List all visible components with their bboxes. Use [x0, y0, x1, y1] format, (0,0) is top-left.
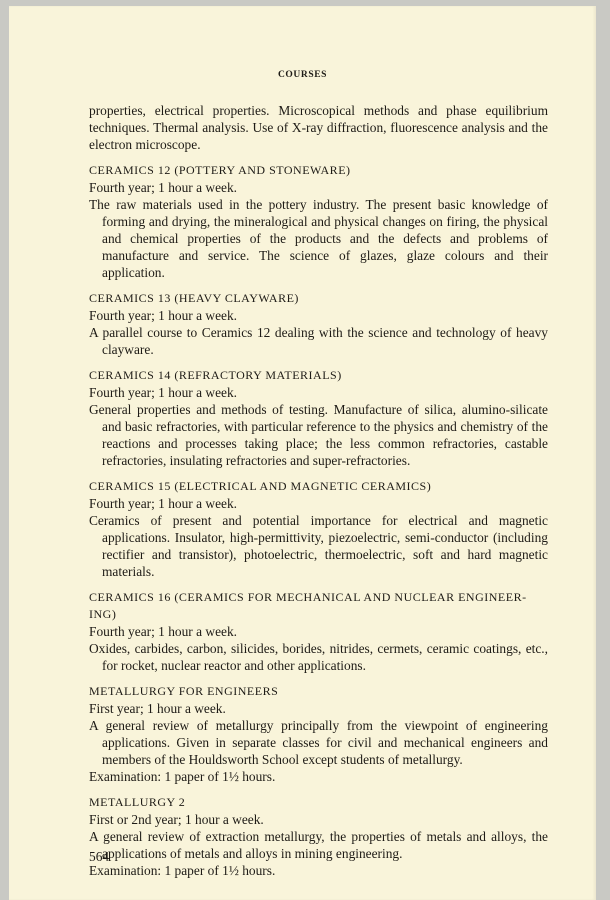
course-entry-metallurgy-for-engineers	[89, 683, 548, 785]
course-description: A general review of extraction metallurgy, the properties of metals and alloys, the applications of metals and alloys in mining engineering.	[89, 829, 548, 861]
course-heading: CERAMICS 13 (HEAVY CLAYWARE)	[89, 291, 299, 305]
course-schedule: Fourth year; 1 hour a week.	[89, 496, 237, 511]
course-examination: Examination: 1 paper of 1½ hours.	[89, 863, 276, 878]
course-description: The raw materials used in the pottery industry. The present basic knowledge of forming and drying, the mineralogical and physical changes on firing, the physical and chemical properties of the products and the defects and problems of manufacture and service. The science of glazes, glaze colours and their application.	[89, 197, 548, 280]
page-number: 564	[89, 849, 110, 864]
course-schedule: Fourth year; 1 hour a week.	[89, 624, 237, 639]
course-description: General properties and methods of testing. Manufacture of silica, alumino-silicate and basic refractories, with particular reference to the physics and chemistry of the reactions and processes taking place; the less common refractories, castable refractories, insulating refractories and super-refractories.	[89, 402, 548, 468]
book-page	[9, 6, 596, 900]
course-schedule: First year; 1 hour a week.	[89, 701, 226, 716]
course-entry-ceramics-12	[89, 162, 548, 281]
course-description: A general review of metallurgy principally from the viewpoint of engineering applications. Given in separate classes for civil and mechanical engineers and members of the Houldsworth School except students of metallurgy.	[89, 718, 548, 767]
course-heading: CERAMICS 15 (ELECTRICAL AND MAGNETIC CERAMICS)	[89, 479, 432, 493]
course-heading: CERAMICS 16 (CERAMICS FOR MECHANICAL AND NUCLEAR ENGINEER-ING)	[89, 590, 527, 621]
course-heading: CERAMICS 14 (REFRACTORY MATERIALS)	[89, 368, 342, 382]
course-description: Oxides, carbides, carbon, silicides, borides, nitrides, cermets, ceramic coatings, etc., for rocket, nuclear reactor and other applications.	[89, 641, 548, 673]
course-entry-ceramics-13	[89, 290, 548, 358]
course-entry-ceramics-14	[89, 367, 548, 469]
course-schedule: Fourth year; 1 hour a week.	[89, 308, 237, 323]
course-entry-ceramics-15	[89, 478, 548, 580]
course-entry-ceramics-16	[89, 589, 548, 674]
course-schedule: First or 2nd year; 1 hour a week.	[89, 812, 264, 827]
running-head: COURSES	[277, 70, 328, 80]
course-description: Ceramics of present and potential importance for electrical and magnetic applications. Insulator, high-permittivity, piezoelectric, semi-conductor (including rectifier and transistor), photoelectric, thermoelectric, soft and hard magnetic materials.	[89, 513, 548, 579]
course-description: A parallel course to Ceramics 12 dealing with the science and technology of heavy clayware.	[89, 325, 548, 357]
course-entry-metallurgy-2	[89, 794, 548, 879]
continuation-paragraph: properties, electrical properties. Microscopical methods and phase equilibrium techniques. Thermal analysis. Use of X-ray diffraction, fluorescence analysis and the electron microscope.	[89, 103, 548, 152]
course-heading: CERAMICS 12 (POTTERY AND STONEWARE)	[89, 163, 351, 177]
course-schedule: Fourth year; 1 hour a week.	[89, 180, 237, 195]
course-examination: Examination: 1 paper of 1½ hours.	[89, 769, 276, 784]
course-heading: METALLURGY FOR ENGINEERS	[89, 684, 279, 698]
course-schedule: Fourth year; 1 hour a week.	[89, 385, 237, 400]
page-content	[89, 102, 548, 879]
course-heading: METALLURGY 2	[89, 795, 186, 809]
